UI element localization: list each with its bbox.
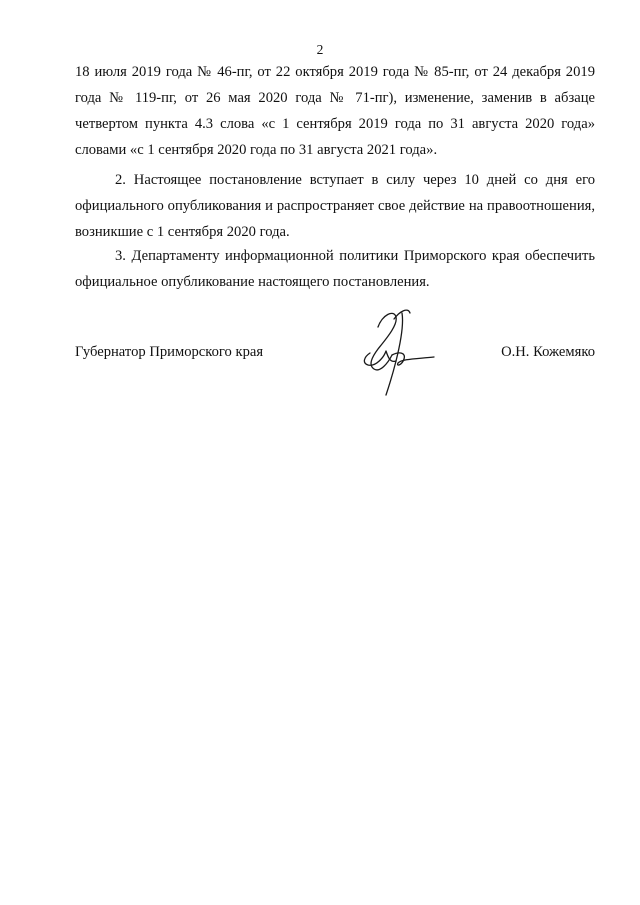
paragraph-text: 2. Настоящее постановление вступает в силу через 10 дней со дня его официального опубликования и распространяет свое действие на правоотношения, возникшие с 1 сентября 2020 года. [75, 172, 595, 240]
handwritten-signature [348, 305, 438, 400]
signatory-title: Губернатор Приморского края [75, 344, 264, 360]
paragraph-item-3 [75, 243, 595, 295]
paragraph-text: 3. Департаменту информационной политики Приморского края обеспечить официальное опубликование настоящего постановления. [75, 248, 595, 290]
signature-block [75, 344, 595, 374]
paragraph-text: 18 июля 2019 года № 46-пг, от 22 октября 2019 года № 85-пг, от 24 декабря 2019 года № 119-пг, от 26 мая 2020 года № 71-пг), изменение, заменив в абзаце четвертом пункта 4.3 слова «с 1 сентября 2019 года по 31 августа 2020 года» словами «с 1 сентября 2020 года по 31 августа 2021 года». [75, 64, 595, 158]
paragraph-item-2 [75, 167, 595, 245]
page-number: 2 [316, 42, 324, 57]
paragraph-continuation [75, 59, 595, 163]
signatory-name: О.Н. Кожемяко [501, 344, 595, 360]
